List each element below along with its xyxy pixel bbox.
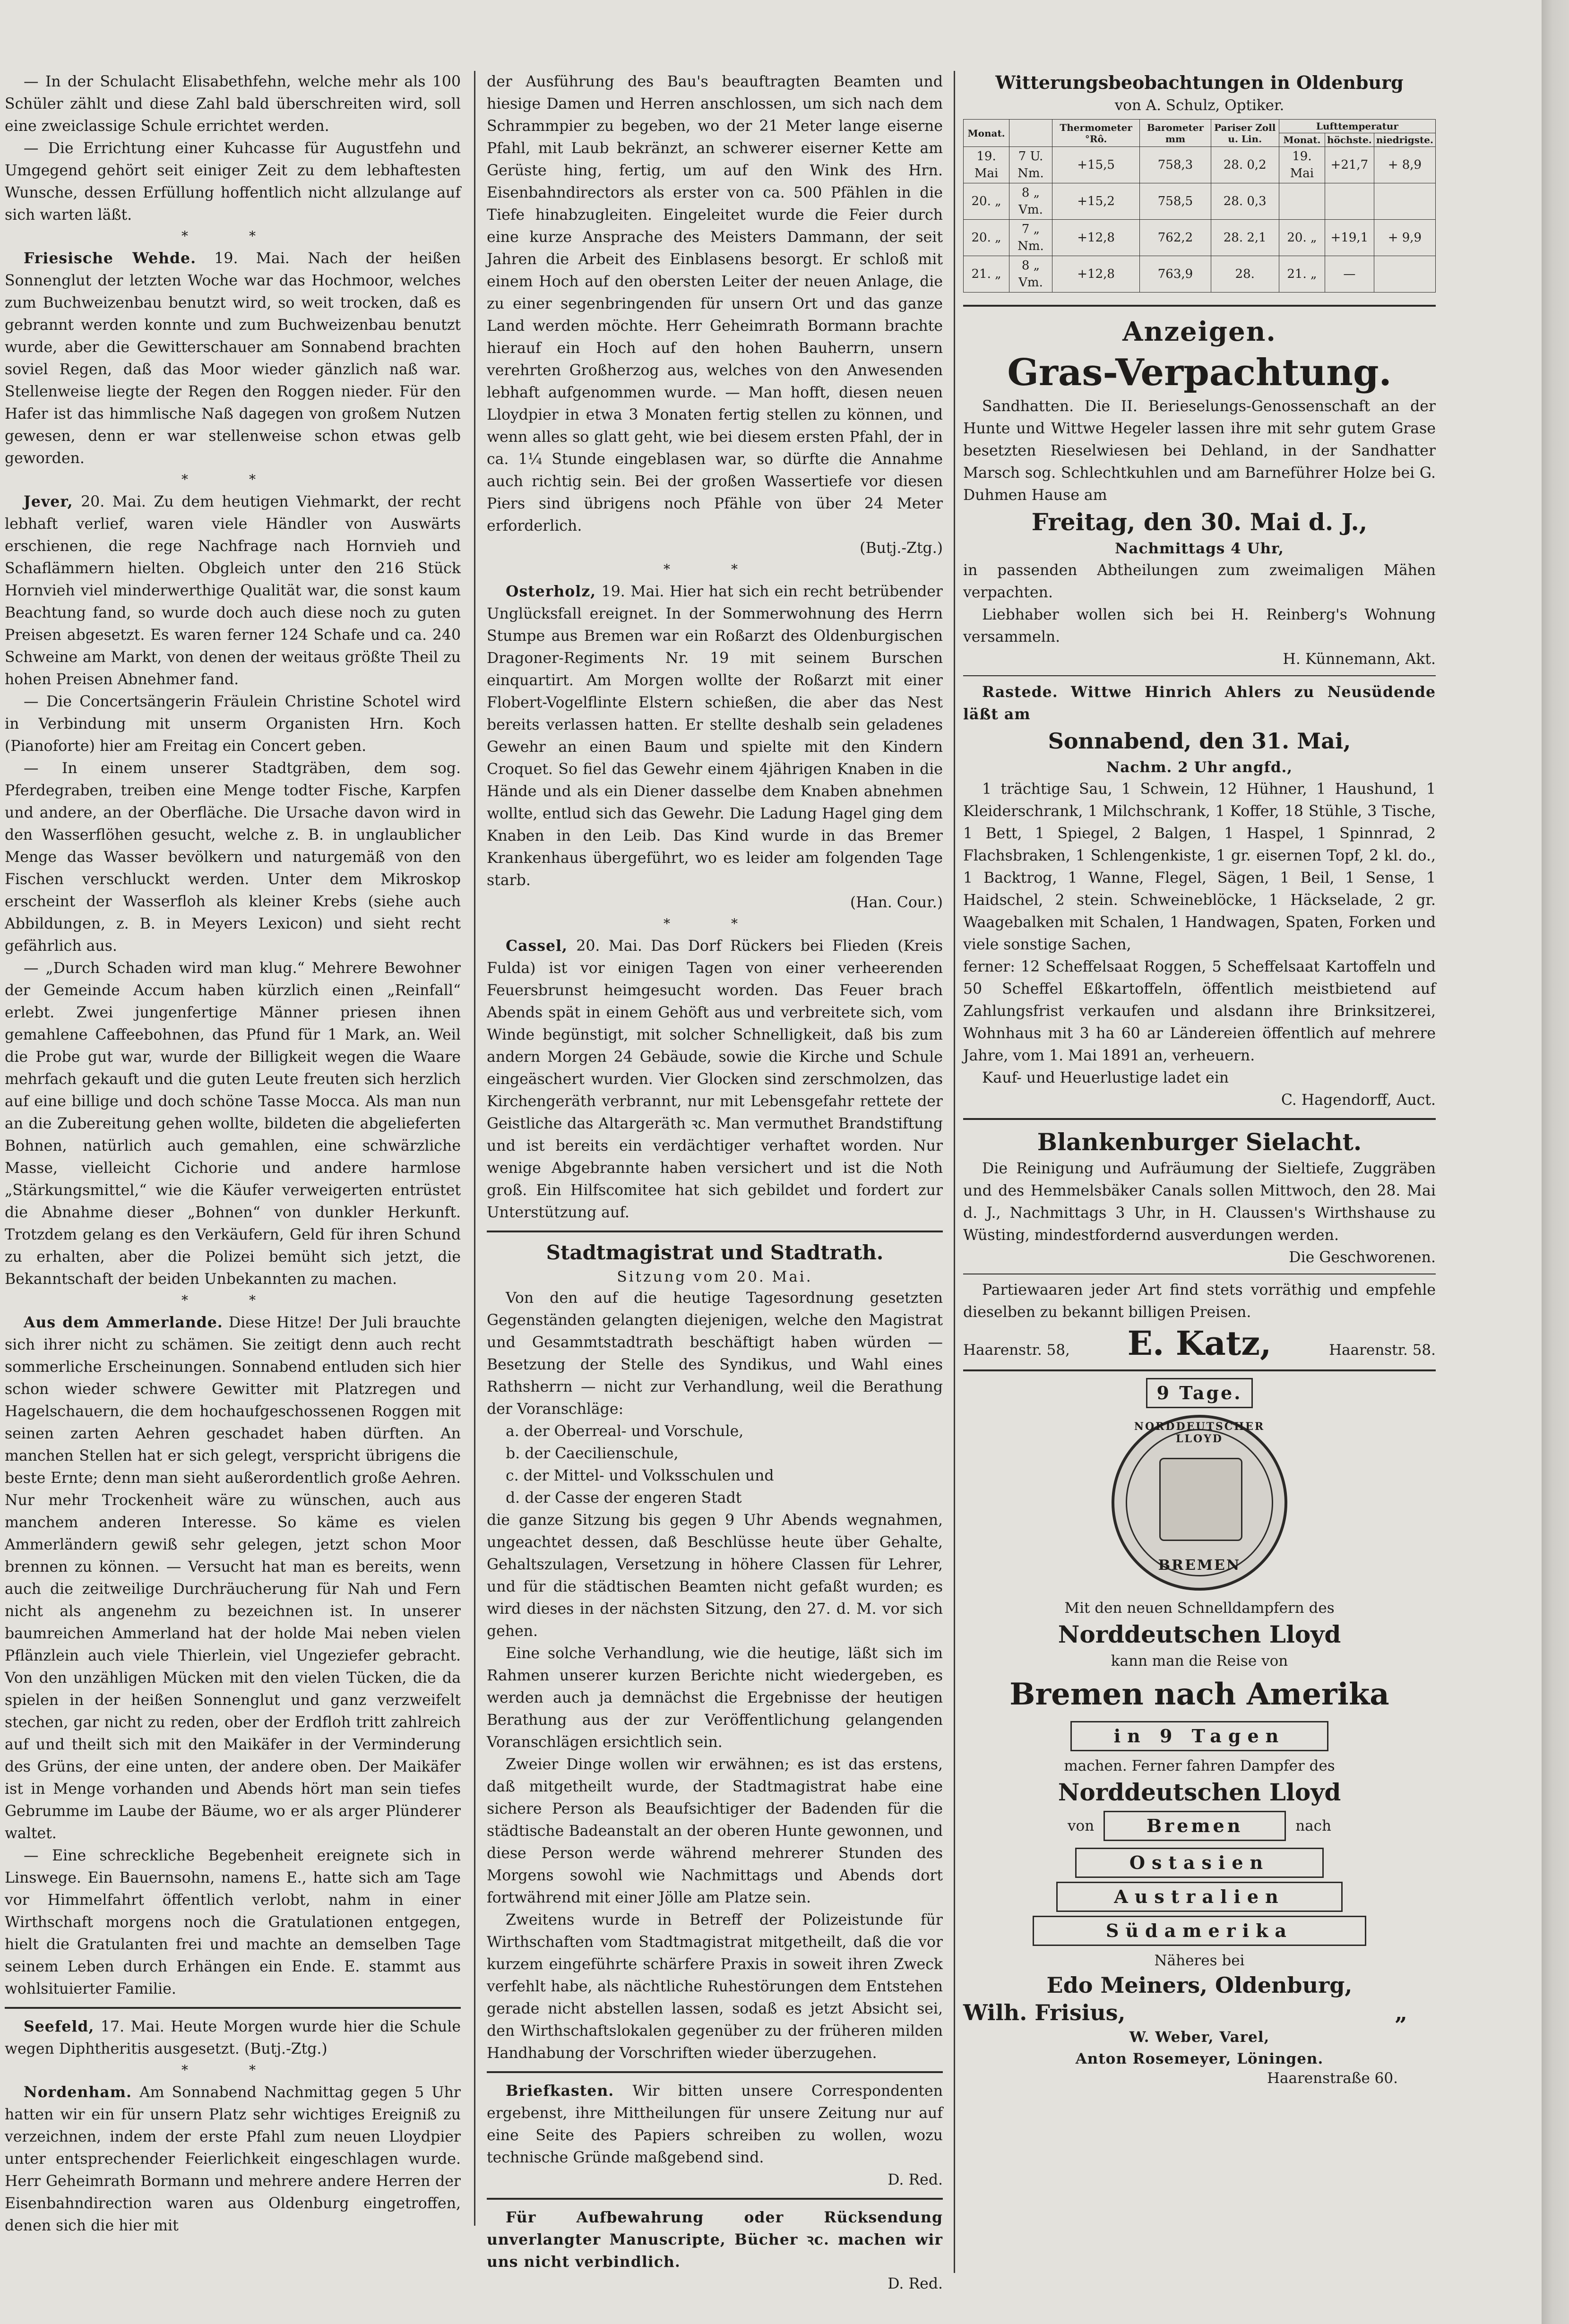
article-text: Diese Hitze! Der Juli brauchte sich ihrer nicht zu schämen. Sie zeitigt denn auch recht sommerliche Erscheinungen. Sonnabend entluden sich hier schon wieder schwere Gewitter mit Platzregen und Hagelschauern, die dem hochaufgeschossenen Roggen mit seinen zarten Aehren geschadet haben dürften. An manchen Stellen hat er sich gelegt, verspricht übrigens die beste Ernte; denn man sieht außerordentlich große Aehren. Nur mehr Trockenheit wäre zu wünschen, auch aus manchem anderen Interesse. So käme es vielen Ammerländern gewiß sehr gelegen, jetzt schon Moor brennen zu können. — Versucht hat man es bereits, wenn auch die zeitweilige Durchräucherung für Nah und Fern nicht als angenehm zu bezeichnen ist. In unserer baumreichen Ammerland hat der holde Mai neben vielen Pflänzlein auch viele Thierlein, viel Ungeziefer gebracht. Von den unzähligen Mücken mit den vielen Tücken, die da spielen in der heißen Sonnenglut und ganz verzweifelt stechen, gar nicht zu reden, ober der Erdfloh tritt zahlreich auf und theilt sich mit den Maikäfer in der Verminderung des Grüns, der eine unten, der andere oben. Der Maikäfer ist in Menge vorhanden und Abends hört man sein tiefes Gebrumme im Laube der Bäume, wo er als arger Plünderer waltet.: [5, 1314, 461, 1842]
table-header: Lufttemperatur: [1279, 120, 1435, 133]
destination-box: Australien: [1056, 1882, 1343, 1912]
agent-row: [963, 1999, 1436, 2026]
article-heading: Osterholz,: [506, 583, 596, 600]
ads-heading: Anzeigen.: [1122, 316, 1276, 347]
column-rule: [954, 71, 955, 2273]
table-cell: +19,1: [1325, 220, 1374, 256]
table-cell: [1374, 256, 1435, 293]
table-cell: 28.: [1211, 256, 1279, 293]
separator-stars: * *: [181, 228, 284, 244]
ad-company: Norddeutschen Lloyd: [1058, 1778, 1341, 1806]
ad-route: Bremen nach Amerika: [1009, 1677, 1389, 1712]
article-paragraph: [5, 247, 461, 470]
ad-text: Liebhaber wollen sich bei H. Reinberg's Wohnung versammeln.: [963, 606, 1436, 646]
table-cell: 28. 0,3: [1211, 183, 1279, 220]
divider: [487, 2071, 943, 2073]
ad-signature: C. Hagendorff, Auct.: [1281, 1092, 1436, 1109]
article-text: Wir bitten unsere Correspondenten ergebenst, ihre Mittheilungen für unsere Zeitung nur auf eine Seite des Papiers schreiben zu wollen, wozu technische Gründe maßgebend sind.: [487, 2083, 943, 2166]
table-cell: 21. „: [1279, 256, 1325, 293]
list-item: b. der Caecilienschule,: [506, 1445, 679, 1462]
divider: [487, 2198, 943, 2200]
article-heading: Friesische Wehde.: [24, 250, 197, 267]
katz-ad: [963, 1324, 1436, 1363]
article-text: 20. Mai. Zu dem heutigen Viehmarkt, der recht lebhaft verlief, waren viele Händler von Auswärts erschienen, die rege Nachfrage nach Hornvieh und Schaflämmern hielten. Obgleich unter den 216 Stück Hornvieh viel minderwerthige Qualität war, die sonst kaum Beachtung fand, so wurde doch auch diese noch zu guten Preisen abgesetzt. Es waren ferner 124 Schafe und ca. 240 Schweine am Markt, von denen der weitaus größte Theil zu hohen Preisen Abnehmer fand.: [5, 493, 461, 688]
article-paragraph: [5, 2015, 461, 2060]
table-cell: 762,2: [1140, 220, 1211, 256]
divider: [963, 1369, 1436, 1371]
article-paragraph: [5, 2081, 461, 2237]
table-cell: 758,5: [1140, 183, 1211, 220]
table-cell: 20. „: [1279, 220, 1325, 256]
list-item: d. der Casse der engeren Stadt: [506, 1489, 742, 1506]
article-text: 19. Mai. Nach der heißen Sonnenglut der letzten Woche war das Hochmoor, welches zum Buchweizenbau benutzt wird, so weit trocken, daß es gebrannt werden konnte und zum Buchweizenbau benutzt wurde, aber die Gewitterschauer am Sonnabend brachten soviel Regen, daß das Moor wieder gänzlich naß war. Stellenweise liegte der Regen den Roggen nieder. Für den Hafer ist das himmlische Naß dagegen von großem Nutzen gewesen, denn er war stellenweise schon etwas gelb geworden.: [5, 250, 461, 467]
ditto-mark: „: [1395, 2000, 1407, 2025]
duration-box: in 9 Tagen: [1070, 1721, 1328, 1751]
article-text: 20. Mai. Das Dorf Rückers bei Flieden (Kreis Fulda) ist vor einigen Tagen von einer verheerenden Feuersbrunst heimgesucht worden. Das Feuer brach Abends spät in einem Gehöft aus und verbreitete sich, vom Winde begünstigt, mit solcher Schnelligkeit, daß bis zum andern Morgen 24 Gebäude, sowie die Kirche und Schule eingeäschert wurden. Vier Glocken sind zerschmolzen, das Kirchengeräth verbrannt, nur mit Lebensgefahr rettete der Geistliche das Altargeräth ꝛc. Man vermuthet Brandstiftung und ist bereits ein verdächtiger verhaftet worden. Nur wenige Abgebrannte haben versichert und ist die Noth groß. Ein Hilfscomitee hat sich gebildet und fordert zur Unterstützung auf.: [487, 938, 943, 1221]
ad-text: Partiewaaren jeder Art find stets vorräthig und empfehle dieselben zu bekannt billigen Preisen.: [963, 1282, 1436, 1321]
article-paragraph: die ganze Sitzung bis gegen 9 Uhr Abends wegnahmen, ungeachtet dessen, daß Beschlüsse heute über Gehalte, Gehaltszulagen, Versetzung in höhere Classen für Lehrer, und für die städtischen Beamten nicht gefaßt wurden; es wird dieses in der nächsten Sitzung, den 27. d. M. vor sich gehen.: [487, 1512, 943, 1640]
address-left: Haarenstr. 58,: [963, 1342, 1070, 1359]
table-cell: 8 „ Vm.: [1009, 256, 1052, 293]
article-paragraph: Eine solche Verhandlung, wie die heutige, läßt sich im Rahmen unserer kurzen Berichte nicht wiedergeben, es werden auch ja demnächst die Ergebnisse der heutigen Berathung aus der zur Veröffentlichung gelangenden Voranschlägen ersichtlich sein.: [487, 1645, 943, 1751]
table-header: Monat.: [964, 120, 1009, 147]
days-box: 9 Tage.: [1146, 1378, 1253, 1408]
separator-stars: * *: [181, 2062, 284, 2078]
divider: [963, 305, 1436, 307]
company-name: E. Katz,: [1127, 1324, 1272, 1363]
ad-signature: H. Künnemann, Akt.: [1283, 651, 1436, 668]
agent-name: Edo Meiners, Oldenburg,: [1046, 1972, 1353, 1998]
article-heading: Briefkasten.: [506, 2082, 614, 2100]
ad-company: Norddeutschen Lloyd: [1058, 1620, 1341, 1648]
table-header: Pariser Zoll u. Lin.: [1211, 120, 1279, 147]
section-title: Stadtmagistrat und Stadtrath.: [546, 1241, 884, 1264]
source-note: (Han. Cour.): [850, 894, 943, 911]
table-cell: 7 „ Nm.: [1009, 220, 1052, 256]
ad-text: Mit den neuen Schnelldampfern des: [1064, 1600, 1335, 1617]
table-cell: —: [1325, 256, 1374, 293]
ad-date: Sonnabend, den 31. Mai,: [1048, 728, 1351, 754]
table-header: höchste.: [1325, 133, 1374, 147]
table-cell: 758,3: [1140, 147, 1211, 183]
table-cell: +12,8: [1052, 256, 1140, 293]
signature: D. Red.: [888, 2275, 943, 2292]
column-rule: [474, 71, 475, 2226]
article-paragraph: — In einem unserer Stadtgräben, dem sog. Pferdegraben, treiben eine Menge todter Fische, Karpfen und andere, an der Oberfläche. Die Ursache davon wird in den Wasserflöhen gesucht, welche z. B. in unglaublicher Menge das Wasser bevölkern und naturgemäß von den Fischen verschluckt werden. Unter dem Mikroskop erscheint der Wasserfloh als kleiner Krebs (siehe auch Abbildungen, z. B. in Meyers Lexicon) und sieht recht gefährlich aus.: [5, 760, 461, 955]
ad-text: ferner: 12 Scheffelsaat Roggen, 5 Scheffelsaat Kartoffeln und 50 Scheffel Eßkartoffeln, öffentlich meistbietend auf Zahlungsfrist verkaufen und alsdann ihre Brinksitzerei, Wohnhaus mit 3 ha 60 ar Ländereien öffentlich auf mehrere Jahre, vom 1. Mai 1891 an, verheuern.: [963, 958, 1436, 1064]
agent-address: Haarenstraße 60.: [1267, 2070, 1398, 2087]
table-cell: 20. „: [964, 220, 1009, 256]
list-item: c. der Mittel- und Volksschulen und: [506, 1467, 774, 1484]
separator-stars: * *: [664, 916, 766, 931]
article-heading: Nordenham.: [24, 2083, 132, 2101]
address-right: Haarenstr. 58.: [1329, 1342, 1436, 1359]
ad-title-gras: Gras-Verpachtung.: [1007, 351, 1392, 394]
table-cell: 19. Mai: [964, 147, 1009, 183]
divider: [487, 1231, 943, 1232]
article-text: 19. Mai. Hier hat sich ein recht betrübender Unglücksfall ereignet. In der Sommerwohnung des Herrn Stumpe aus Bremen war ein Roßarzt des Oldenburgischen Dragoner-Regiments Nr. 19 mit seinem Burschen einquartirt. Am Morgen wollte der Roßarzt mit einer Flobert-Vogelflinte Elstern schießen, die aber das Nest bereits verlassen hatten. Er stellte deshalb sein geladenes Gewehr an einen Baum und spielte mit den Kindern Croquet. So fiel das Gewehr einem 4jährigen Knaben in die Hände und als ein Diener dasselbe dem Knaben abnehmen wollte, entlud sich das Gewehr. Die Ladung Hagel ging dem Knaben in den Leib. Das Kind wurde in das Bremer Krankenhaus übergeführt, wo es leider am folgenden Tage starb.: [487, 583, 943, 889]
seal-text: BREMEN: [1158, 1557, 1241, 1574]
article-heading: Aus dem Ammerlande.: [24, 1314, 223, 1331]
column-middle: [487, 71, 943, 2292]
table-cell: +15,5: [1052, 147, 1140, 183]
list-item: a. der Oberreal- und Vorschule,: [506, 1423, 744, 1440]
table-row: [964, 147, 1436, 183]
seal-text: NORDDEUTSCHER LLOYD: [1134, 1420, 1265, 1445]
article-paragraph: — Eine schreckliche Begebenheit ereignete sich in Linswege. Ein Bauernsohn, namens E., hatte sich am Tage vor Himmelfahrt öffentlich verlobt, nahm in einer Wirthschaft morgens noch die Gratulationen entgegen, hielt die Gratulanten frei und machte an demselben Tage seinem Leben durch Erhängen ein Ende. E. stammt aus wohlsituierter Familie.: [5, 1847, 461, 1997]
table-cell: + 9,9: [1374, 220, 1435, 256]
table-cell: 8 „ Vm.: [1009, 183, 1052, 220]
table-cell: [1374, 183, 1435, 220]
table-row: [964, 256, 1436, 293]
column-right: [963, 71, 1436, 2306]
route-to-label: nach: [1295, 1817, 1331, 1834]
table-cell: [1325, 183, 1374, 220]
separator-stars: * *: [181, 1292, 284, 1308]
ad-text: in passenden Abtheilungen zum zweimaligen Mähen verpachten.: [963, 562, 1436, 601]
table-cell: 20. „: [964, 183, 1009, 220]
ad-signature: Die Geschworenen.: [1289, 1249, 1436, 1266]
anchor-key-icon: [1159, 1458, 1242, 1541]
ad-text: kann man die Reise von: [1111, 1653, 1288, 1670]
page-edge: [1542, 0, 1569, 2324]
table-row: [964, 220, 1436, 256]
table-cell: +15,2: [1052, 183, 1140, 220]
divider: [963, 675, 1436, 676]
divider: [5, 2007, 461, 2009]
divider: [963, 1118, 1436, 1120]
ad-text: Kauf- und Heuerlustige ladet ein: [982, 1069, 1229, 1086]
ad-date: Freitag, den 30. Mai d. J.,: [1031, 508, 1368, 536]
source-note: (Butj.-Ztg.): [860, 540, 943, 557]
lloyd-seal-logo: [1112, 1415, 1287, 1591]
table-header: niedrigste.: [1374, 133, 1435, 147]
ad-time: Nachm. 2 Uhr angfd.,: [1106, 759, 1293, 776]
table-cell: +12,8: [1052, 220, 1140, 256]
article-text: Am Sonnabend Nachmittag gegen 5 Uhr hatten wir ein für unsern Platz sehr wichtiges Ereigniß zu verzeichnen, indem der erste Pfahl zum neuen Lloydpier unter entsprechender Feierlichkeit eingeschlagen wurde. Herr Geheimrath Bormann und mehrere andere Herren der Eisenbahndirection waren aus Oldenburg eingetroffen, denen sich die hier mit: [5, 2084, 461, 2234]
table-row: [964, 183, 1436, 220]
agent-name: Anton Rosemeyer, Löningen.: [1075, 2050, 1324, 2067]
separator-stars: * *: [181, 472, 284, 487]
route-row: [963, 1808, 1436, 1844]
article-paragraph: — Die Errichtung einer Kuhcasse für Augustfehn und Umgegend gehört seit einiger Zeit zu dem lebhaftesten Wunsche, dessen Erfüllung hoffentlich nicht allzulange auf sich warten läßt.: [5, 140, 461, 224]
origin-box: Bremen: [1103, 1811, 1286, 1841]
ad-text: Die Reinigung und Aufräumung der Sieltiefe, Zuggräben und des Hemmelsbäker Canals sollen Mittwoch, den 28. Mai d. J., Nachmittags 3 Uhr, in H. Claussen's Wirthshause zu Wüsting, mindestfordernd ausverdungen werden.: [963, 1160, 1436, 1244]
article-paragraph: — Die Concertsängerin Fräulein Christine Schotel wird in Verbindung mit unserm Organisten Hrn. Koch (Pianoforte) hier am Freitag ein Concert geben.: [5, 693, 461, 755]
table-cell: 763,9: [1140, 256, 1211, 293]
article-paragraph: — In der Schulacht Elisabethfehn, welche mehr als 100 Schüler zählt und diese Zahl bald überschreiten wird, soll eine zweiclassige Schule errichtet werden.: [5, 73, 461, 135]
article-paragraph: der Ausführung des Bau's beauftragten Beamten und hiesige Damen und Herren anschlossen, um sich nach dem Schrammpier zu begeben, wo der 21 Meter lange eiserne Pfahl, mit Laub bekränzt, an schwerer eiserner Kette am Gerüste hing, fertig, um auf den Wink des Hrn. Eisenbahndirectors als erster von ca. 500 Pfählen in die Tiefe hinabzugleiten. Eingeleitet wurde die Feier durch eine kurze Ansprache des Meisters Dammann, der seit Jahren die Arbeit des Einblasens besorgt. Er schloß mit einem Hoch auf den obersten Leiter der neuen Anlage, die zu einer segenbringenden für unsern Ort und das ganze Land werden möchte. Herr Geheimrath Bormann brachte hierauf ein Hoch auf den hohen Bauherrn, unsern verehrten Großherzog aus, welches von den Anwesenden lebhaft aufgenommen wurde. — Man hofft, diesen neuen Lloydpier in etwa 3 Monaten fertig stellen zu können, und wenn alles so glatt geht, wie bei diesem ersten Pfahl, der in ca. 1¼ Stunde eingeblasen war, so dürfte die Annahme auch richtig sein. Bei der großen Wassertiefe vor diesen Piers sind übrigens noch Pfähle von über 24 Meter erforderlich.: [487, 73, 943, 534]
route-from-label: von: [1068, 1817, 1095, 1834]
article-paragraph: Von den auf die heutige Tagesordnung gesetzten Gegenständen gelangten diejenigen, welche den Magistrat und Gesammtstadtrath beschäftigt haben würden — Besetzung der Stelle des Syndikus, und Wahl eines Rathsherrn — nicht zur Verhandlung, weil die Berathung der Voranschläge:: [487, 1290, 943, 1418]
table-header: Thermometer °Rô.: [1052, 120, 1140, 147]
signature: D. Red.: [888, 2171, 943, 2188]
agent-name: W. Weber, Varel,: [1129, 2029, 1270, 2046]
ad-text: 1 trächtige Sau, 1 Schwein, 12 Hühner, 1 Haushund, 1 Kleiderschrank, 1 Milchschrank, 1 Koffer, 18 Stühle, 3 Tische, 1 Bett, 1 Spiegel, 2 Balgen, 1 Haspel, 1 Spinnrad, 2 Flachsbraken, 1 Schlengenkiste, 1 gr. eisernen Topf, 2 kl. do., 1 Backtrog, 1 Wanne, Flegel, Sägen, 1 Beil, 1 Sense, 1 Haidschel, 2 stein. Schweineblöcke, 1 Häckselade, 2 gr. Waagebalken mit Schalen, 1 Handwagen, Spaten, Forken und viele sonstige Sachen,: [963, 781, 1436, 953]
editorial-note: Für Aufbewahrung oder Rücksendung unverlangter Manuscripte, Bücher ꝛc. machen wir uns nicht verbindlich.: [487, 2209, 943, 2271]
table-header: Monat.: [1279, 133, 1325, 147]
article-heading: Cassel,: [506, 937, 568, 955]
weather-title: Witterungsbeobachtungen in Oldenburg: [995, 72, 1404, 93]
section-subtitle: Sitzung vom 20. Mai.: [617, 1268, 813, 1285]
ad-title-sielacht: Blankenburger Sielacht.: [1037, 1128, 1362, 1156]
table-cell: 19. Mai: [1279, 147, 1325, 183]
table-header: [1009, 120, 1052, 147]
article-paragraph: [487, 935, 943, 1224]
article-text: 17. Mai. Heute Morgen wurde hier die Schule wegen Diphtheritis ausgesetzt. (Butj.-Ztg.): [5, 2018, 461, 2057]
table-cell: +21,7: [1325, 147, 1374, 183]
table-header: Barometer mm: [1140, 120, 1211, 147]
table-cell: 28. 0,2: [1211, 147, 1279, 183]
article-paragraph: [487, 580, 943, 892]
article-paragraph: [5, 491, 461, 691]
article-heading: Seefeld,: [24, 2018, 95, 2035]
ad-text: Sandhatten. Die II. Berieselungs-Genossenschaft an der Hunte und Wittwe Hegeler lassen ihre mit sehr gutem Grase besetzten Rieselwiesen bei Dehland, in der Sandhatter Marsch sog. Schlechtkuhlen und am Barneführer Holze bei G. Duhmen Hause am: [963, 398, 1436, 504]
ad-text: machen. Ferner fahren Dampfer des: [1064, 1757, 1335, 1774]
table-cell: 7 U. Nm.: [1009, 147, 1052, 183]
ad-text: Näheres bei: [1154, 1952, 1245, 1969]
column-left: [5, 71, 461, 2264]
destination-box: Südamerika: [1033, 1916, 1366, 1946]
article-paragraph: Zweier Dinge wollen wir erwähnen; es ist das erstens, daß mitgetheilt wurde, der Stadtmagistrat habe eine sichere Person als Beaufsichtiger der Badenden für die städtische Badeanstalt an der oberen Hunte gewonnen, und diese Person werde während mehrerer Stunden des Morgens sowohl wie Nachmittags und Abends dort fortwährend mit einer Jölle am Platze sein.: [487, 1756, 943, 1906]
weather-subtitle: von A. Schulz, Optiker.: [1114, 97, 1285, 114]
separator-stars: * *: [664, 561, 766, 577]
article-paragraph: Zweitens wurde in Betreff der Polizeistunde für Wirthschaften vom Stadtmagistrat mitgetheilt, daß die vor kurzem eingeführte schärfere Praxis in soweit ihren Zweck verfehlt habe, als nächtliche Ruhestörungen dem Entstehen gerade nicht abstellen lassen, sodaß es jetzt Absicht sei, den Wirthschaftslokalen gegenüber zu der früheren milden Handhabung der Vorschriften wieder überzugehen.: [487, 1911, 943, 2062]
article-paragraph: — „Durch Schaden wird man klug.“ Mehrere Bewohner der Gemeinde Accum haben kürzlich einen „Reinfall“ erlebt. Zwei jungenfertige Männer priesen ihnen gemahlene Caffeebohnen, das Pfund für 1 Mark, an. Weil die Probe gut war, wurde der Billigkeit wegen die Waare mehrfach gekauft und die guten Leute freuten sich herzlich auf eine billige und doch schöne Tasse Mocca. Als man nun an die Zubereitung gehen wollte, bildeten die abgelieferten Bohnen, natürlich auch gemahlen, eine schwärzliche Masse, vielleicht Cichorie und andere harmlose „Stärkungsmittel,“ wie die Käufer verweigerten entrüstet die Abnahme dieser „Bohnen“ von dunkler Herkunft. Trotzdem gelang es den Verkäufern, Geld für ihren Schund zu erhalten, aber die Polizei bemüht sich jetzt, die Bekanntschaft der beiden Unbekannten zu machen.: [5, 960, 461, 1288]
agent-name: Wilh. Frisius,: [963, 2000, 1126, 2025]
article-paragraph: [487, 2080, 943, 2169]
weather-table: [963, 119, 1436, 293]
article-heading: Jever,: [24, 493, 73, 510]
ad-time: Nachmittags 4 Uhr,: [1115, 540, 1284, 557]
budget-list: [487, 1420, 943, 1509]
destination-box: Ostasien: [1075, 1848, 1324, 1878]
table-cell: + 8,9: [1374, 147, 1435, 183]
table-cell: 21. „: [964, 256, 1009, 293]
ad-text: Rastede. Wittwe Hinrich Ahlers zu Neusüdende läßt am: [963, 683, 1436, 723]
table-cell: [1279, 183, 1325, 220]
table-cell: 28. 2,1: [1211, 220, 1279, 256]
article-paragraph: [5, 1311, 461, 1845]
